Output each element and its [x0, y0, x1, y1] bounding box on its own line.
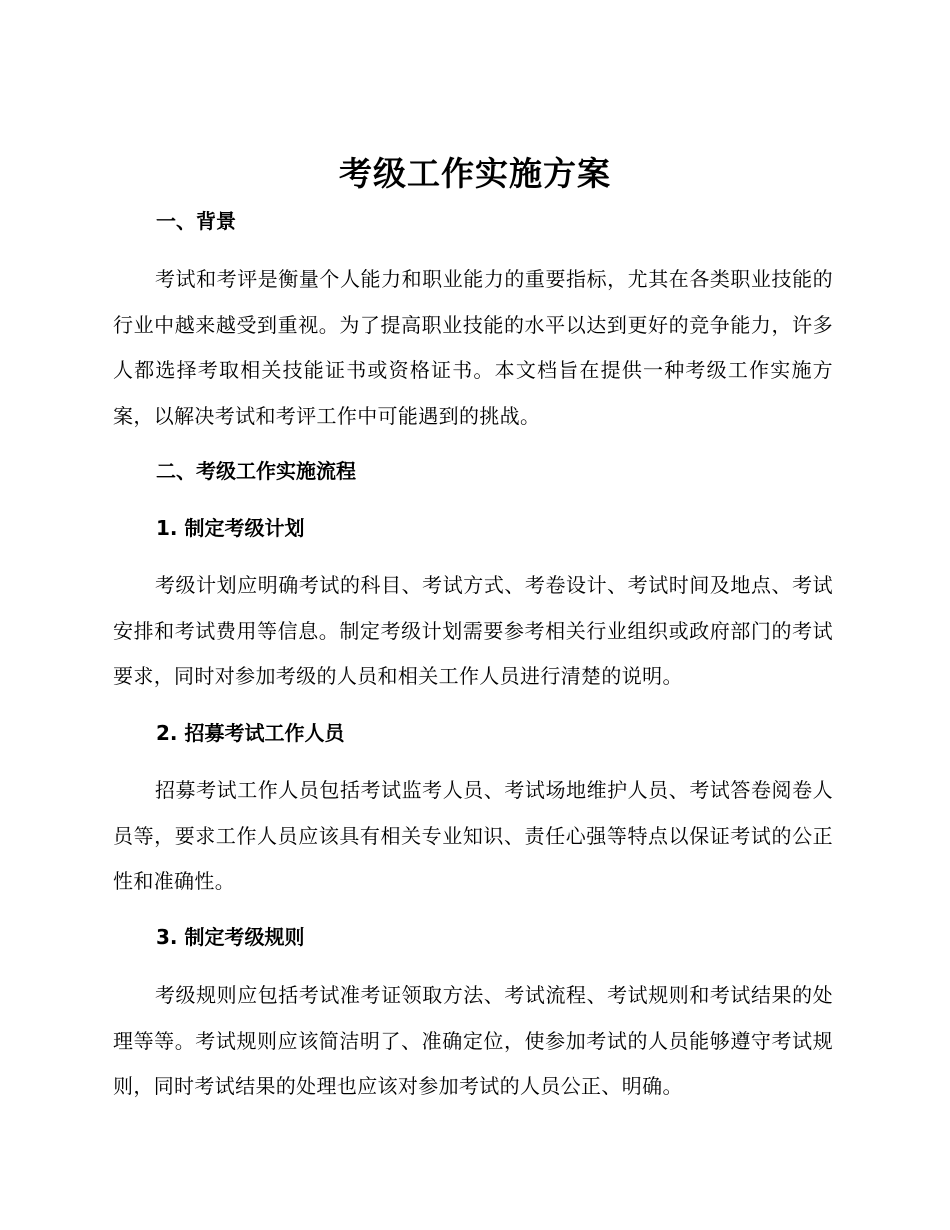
step-heading-rules: 3. 制定考级规则	[156, 925, 305, 949]
section-heading-background: 一、背景	[156, 209, 236, 233]
step-rules-paragraph: 考级规则应包括考试准考证领取方法、考试流程、考试规则和考试结果的处理等等。考试规则应该简洁明了、准确定位，使参加考试的人员能够遵守考试规则，同时考试结果的处理也应该对参加考试的人员公正、明确。	[113, 983, 833, 1098]
step-heading-staff: 2. 招募考试工作人员	[156, 721, 345, 745]
section-heading-process: 二、考级工作实施流程	[156, 459, 356, 483]
document-title: 考级工作实施方案	[339, 154, 611, 193]
step-heading-plan: 1. 制定考级计划	[156, 516, 305, 540]
background-paragraph: 考试和考评是衡量个人能力和职业能力的重要指标，尤其在各类职业技能的行业中越来越受到重视。为了提高职业技能的水平以达到更好的竞争能力，许多人都选择考取相关技能证书或资格证书。本文档旨在提供一种考级工作实施方案，以解决考试和考评工作中可能遇到的挑战。	[113, 267, 833, 428]
step-staff-paragraph: 招募考试工作人员包括考试监考人员、考试场地维护人员、考试答卷阅卷人员等，要求工作人员应该具有相关专业知识、责任心强等特点以保证考试的公正性和准确性。	[113, 778, 833, 893]
step-plan-paragraph: 考级计划应明确考试的科目、考试方式、考卷设计、考试时间及地点、考试安排和考试费用等信息。制定考级计划需要参考相关行业组织或政府部门的考试要求，同时对参加考级的人员和相关工作人员进行清楚的说明。	[113, 573, 833, 688]
